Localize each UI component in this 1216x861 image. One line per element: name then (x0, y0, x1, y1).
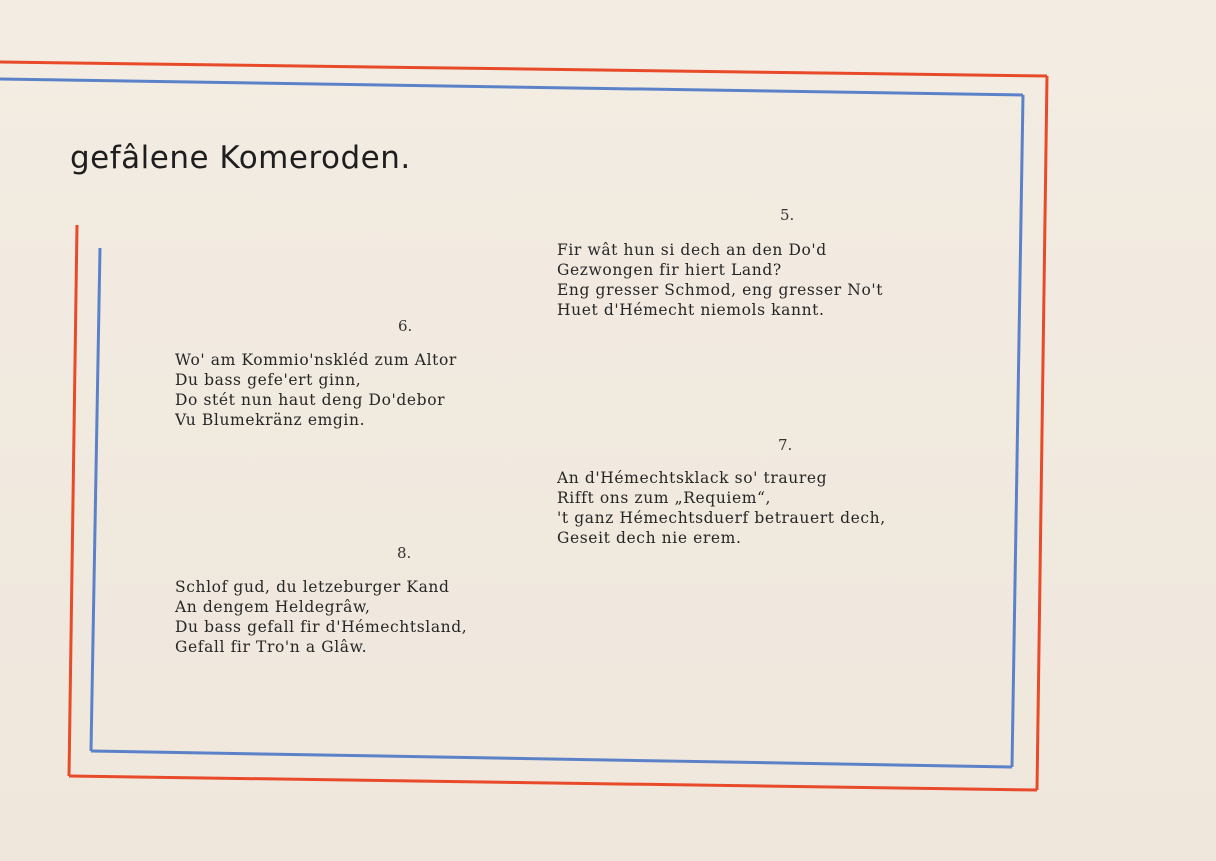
stanza-5-line: Eng gresser Schmod, eng gresser No't (557, 281, 884, 299)
page-title: gefâlene Komeroden. (70, 140, 411, 176)
stanza-8 (175, 577, 467, 657)
stanza-6-line: Du bass gefe'ert ginn, (175, 371, 362, 389)
stanza-7 (557, 468, 886, 548)
stanza-7-line: Rifft ons zum „Requiem“, (557, 489, 772, 507)
red-border-left (69, 225, 77, 776)
stanza-5-line: Fir wât hun si dech an den Do'd (557, 241, 827, 259)
stanza-7-line: Geseit dech nie erem. (557, 529, 742, 547)
stanza-7-number: 7. (778, 436, 793, 454)
stanza-6-line: Vu Blumekränz emgin. (175, 411, 366, 429)
red-border-right (1037, 76, 1047, 790)
stanza-6-line: Wo' am Kommio'nskléd zum Altor (175, 351, 457, 369)
stanza-7-line: An d'Hémechtsklack so' traureg (557, 469, 828, 487)
stanza-8-line: An dengem Heldegrâw, (175, 598, 371, 616)
stanza-8-number: 8. (397, 544, 412, 562)
stanza-8-line: Schlof gud, du letzeburger Kand (175, 578, 450, 596)
stanza-5-line: Gezwongen fir hiert Land? (557, 261, 782, 279)
stanza-8-line: Du bass gefall fir d'Hémechtsland, (175, 618, 468, 636)
stanza-6-line: Do stét nun haut deng Do'debor (175, 391, 446, 409)
stanza-5-number: 5. (780, 206, 795, 224)
stanza-5-line: Huet d'Hémecht niemols kannt. (557, 301, 825, 319)
red-border-top (0, 62, 1047, 76)
blue-border-left (91, 248, 100, 751)
stanza-5 (557, 240, 883, 320)
stanza-8-line: Gefall fir Tro'n a Glâw. (175, 638, 368, 656)
red-border-bottom (69, 776, 1037, 790)
blue-border-bottom (91, 751, 1012, 767)
stanza-6 (175, 350, 457, 430)
stanza-6-number: 6. (398, 317, 413, 335)
blue-border-right (1012, 95, 1023, 767)
blue-border-top (0, 79, 1023, 95)
stanza-7-line: 't ganz Hémechtsduerf betrauert dech, (557, 509, 886, 527)
